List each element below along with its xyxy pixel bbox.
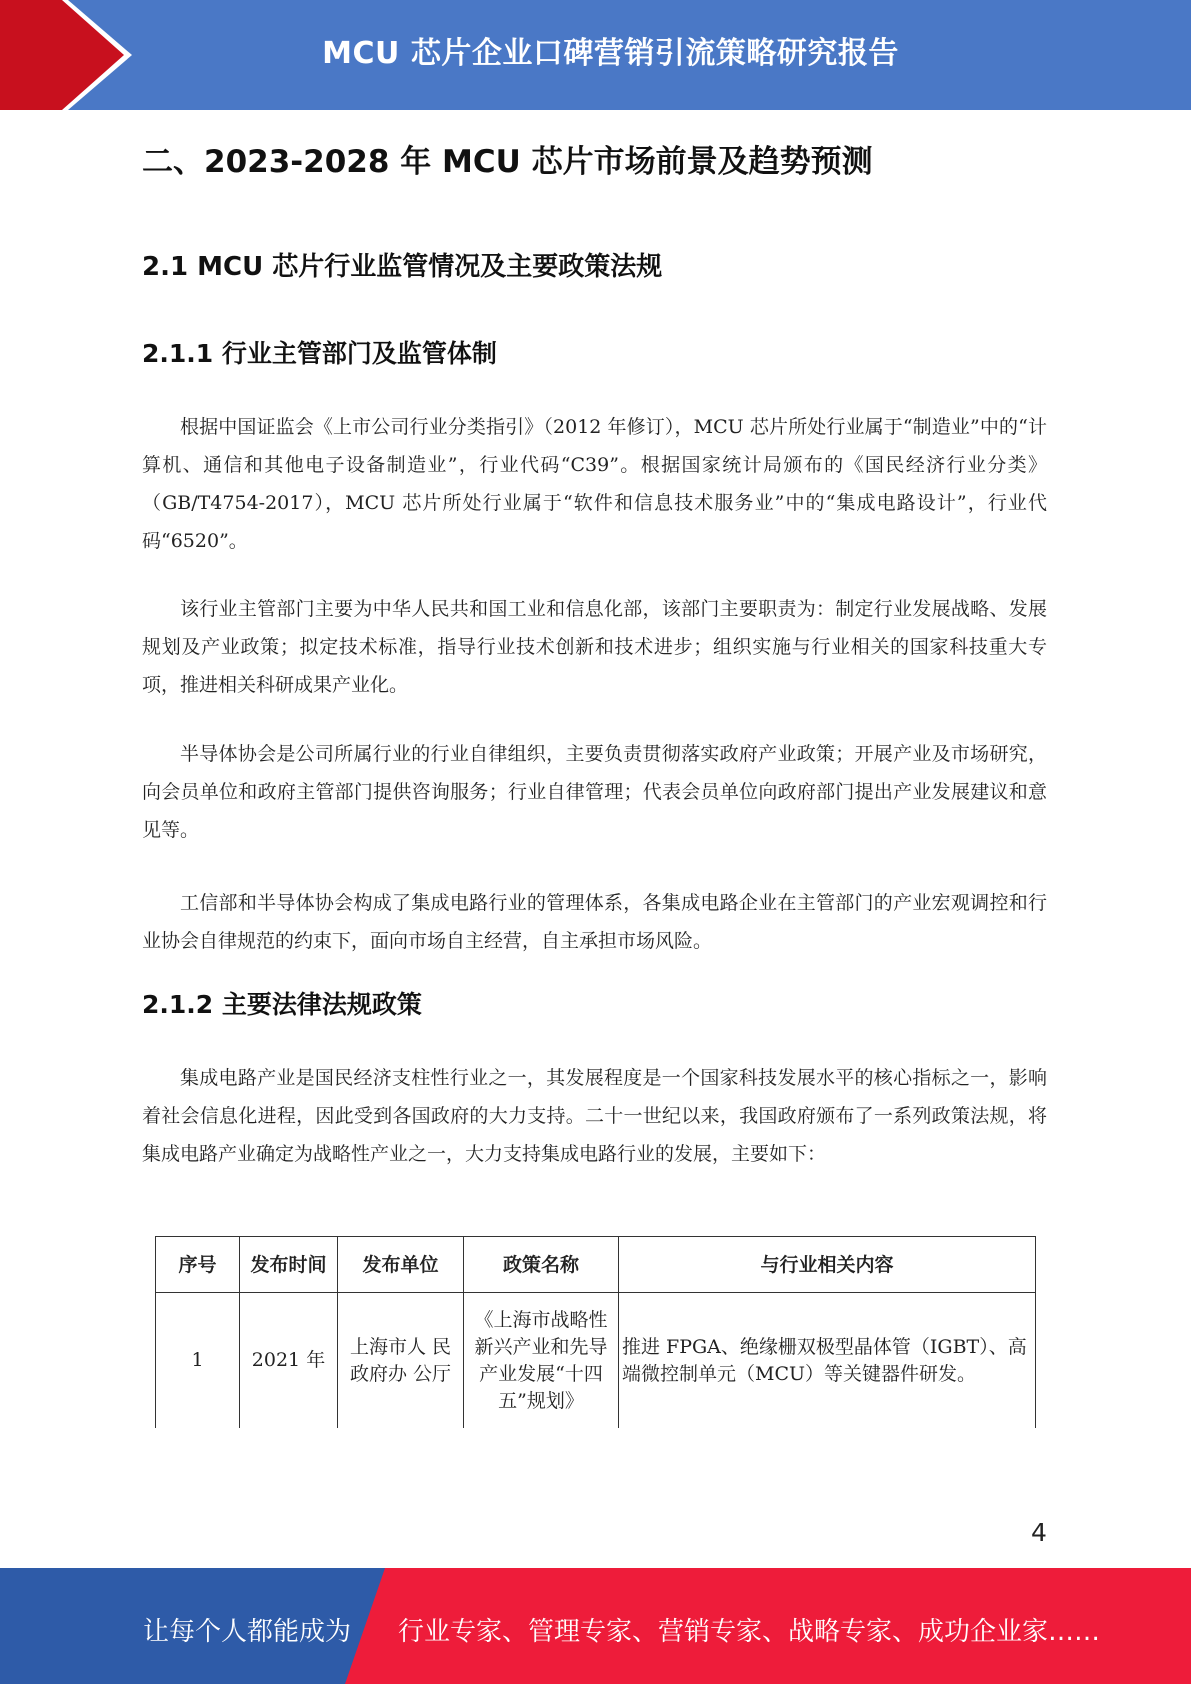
chapter-heading: 二、2023-2028 年 MCU 芯片市场前景及趋势预测 (142, 144, 873, 180)
section-heading: 2.1 MCU 芯片行业监管情况及主要政策法规 (142, 252, 663, 282)
paragraph-management-system: 工信部和半导体协会构成了集成电路行业的管理体系，各集成电路企业在主管部门的产业宏观调控和行业协会自律规范的约束下，面向市场自主经营，自主承担市场风险。 (142, 892, 1047, 952)
col-header-content: 与行业相关内容 (619, 1237, 1036, 1293)
paragraph-authority: 该行业主管部门主要为中华人民共和国工业和信息化部，该部门主要职责为：制定行业发展战略、发展规划及产业政策；拟定技术标准，指导行业技术创新和技术进步；组织实施与行业相关的国家科技重大专项，推进相关科研成果产业化。 (142, 598, 1047, 696)
col-header-policy-name: 政策名称 (464, 1237, 619, 1293)
col-header-issuer: 发布单位 (338, 1237, 464, 1293)
subsection-heading-policies: 2.1.2 主要法律法规政策 (142, 990, 422, 1019)
cell-content: 推进 FPGA、绝缘栅双极型晶体管（IGBT）、高端微控制单元（MCU）等关键器件研发。 (619, 1293, 1036, 1429)
cell-date: 2021 年 (240, 1293, 338, 1429)
paragraph-industry-classification: 根据中国证监会《上市公司行业分类指引》（2012 年修订），MCU 芯片所处行业属于“制造业”中的“计算机、通信和其他电子设备制造业”，行业代码“C39”。根据国家统计局颁布的《国民经济行业分类》（GB/T4754-2017），MCU 芯片所处行业属于“软件和信息技术服务业”中的“集成电路设计”，行业代码“6520”。 (142, 416, 1047, 552)
report-title: MCU 芯片企业口碑营销引流策略研究报告 (322, 36, 899, 71)
col-header-index: 序号 (156, 1237, 240, 1293)
table-row (156, 1293, 1036, 1429)
footer-slogan-left: 让每个人都能成为 (143, 1617, 352, 1647)
paragraph-association: 半导体协会是公司所属行业的行业自律组织，主要负责贯彻落实政府产业政策；开展产业及市场研究，向会员单位和政府主管部门提供咨询服务；行业自律管理；代表会员单位向政府部门提出产业发展建议和意见等。 (142, 743, 1047, 841)
col-header-date: 发布时间 (240, 1237, 338, 1293)
cell-issuer: 上海市人 民政府办 公厅 (338, 1293, 464, 1429)
cell-index: 1 (156, 1293, 240, 1429)
cell-policy-name: 《上海市战略性新兴产业和先导产业发展“十四五”规划》 (464, 1293, 619, 1429)
page-number: 4 (1031, 1518, 1047, 1547)
subsection-heading-regulation: 2.1.1 行业主管部门及监管体制 (142, 339, 497, 368)
policy-table (155, 1236, 1036, 1428)
paragraph-policy-intro: 集成电路产业是国民经济支柱性行业之一，其发展程度是一个国家科技发展水平的核心指标之一，影响着社会信息化进程，因此受到各国政府的大力支持。二十一世纪以来，我国政府颁布了一系列政策法规，将集成电路产业确定为战略性产业之一，大力支持集成电路行业的发展，主要如下： (142, 1067, 1047, 1165)
table-header-row (156, 1237, 1036, 1293)
footer-slogan-right: 行业专家、管理专家、营销专家、战略专家、成功企业家…… (398, 1617, 1101, 1647)
